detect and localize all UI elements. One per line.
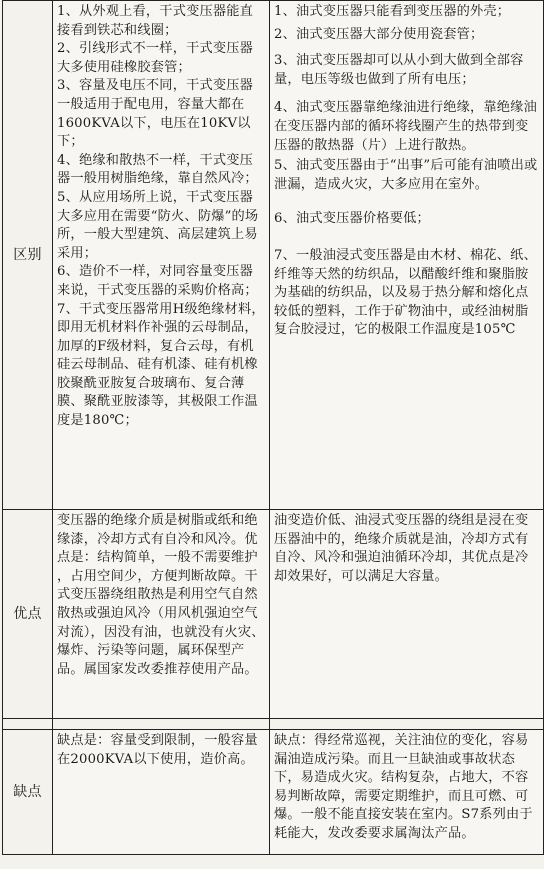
row-label-differences: 区别	[3, 1, 53, 510]
oil-advantages-cell: 油变造价低、油浸式变压器的绕组是浸在变压器油中的，绝缘介质就是油，冷却方式有自冷、风冷和强迫油循环冷却，其优点是冷却效果好，可以满足大容量。	[270, 510, 544, 719]
dry-point-5: 5、从应用场所上说，干式变压器大多应用在需要“防火、防爆”的场所，一般大型建筑、高层建筑上易采用；	[57, 189, 259, 261]
dry-point-7: 7、干式变压器常用H级绝缘材料，即用无机材料作补强的云母制品，加厚的F级材料，复合云母，有机硅云母制品、硅有机漆、硅有机橡胶聚酰亚胺复合玻璃布、复合薄膜、聚酰亚胺漆等，其极限工作温度是180℃；	[57, 301, 265, 429]
row-label-advantages: 优点	[3, 510, 53, 719]
comparison-table	[2, 0, 544, 855]
dry-differences-cell	[53, 1, 270, 510]
table-row-advantages	[3, 510, 544, 719]
dry-point-6: 6、造价不一样，对同容量变压器来说，干式变压器的采购价格高；	[57, 264, 258, 298]
oil-point-6: 6、油式变压器价格要低；	[274, 211, 430, 227]
table-row-disadvantages	[3, 730, 544, 855]
oil-point-3: 3、油式变压器却可以从小到大做到全部容量，电压等级也做到了所有电压；	[274, 53, 524, 87]
oil-point-5: 5、油式变压器由于“出事”后可能有油喷出或泄漏，造成火灾，大多应用在室外。	[274, 158, 538, 192]
dry-point-1: 1、从外观上看，干式变压器能直接看到铁芯和线圈；	[57, 4, 254, 38]
row-label-disadvantages: 缺点	[3, 730, 53, 855]
dry-advantages-cell: 变压器的绝缘介质是树脂或纸和绝缘漆，冷却方式有自冷和风冷。优点是：结构简单，一般不需要维护 ，占用空间少，方便判断故障。干式变压器绕组散热是利用空气自然散热或强迫风冷（用风机强迫空气对流），因没有油，也就没有火灾、爆炸、污染等问题，属环保型产品。属国家发改委推荐使用产品。	[53, 510, 270, 719]
dry-disadvantages-cell: 缺点是：容量受到限制，一般容量在2000KVA以下使用，造价高。	[53, 730, 270, 855]
table-row-differences	[3, 1, 544, 510]
oil-differences-cell	[270, 1, 544, 510]
oil-disadvantages-cell: 缺点：得经常巡视，关注油位的变化，容易漏油造成污染。而且一旦缺油或事故状态下，易造成火灾。结构复杂，占地大，不容易判断故障，需要定期维护，而且可燃、可爆。一般不能直接安装在室内。S7系列由于耗能大，发改委要求属淘汰产品。	[270, 730, 544, 855]
dry-point-4: 4、绝缘和散热不一样，干式变压器一般用树脂绝缘，靠自然风冷；	[57, 152, 258, 187]
oil-point-1: 1、油式变压器只能看到变压器的外壳；	[274, 4, 511, 19]
table-row-spacer	[3, 719, 544, 730]
oil-point-2: 2、油式变压器大部分使用瓷套管；	[274, 26, 484, 42]
oil-point-4: 4、油式变压器靠绝缘油进行绝缘，靠绝缘油在变压器内部的循环将线圈产生的热带到变压器的散热器（片）上进行散热。	[274, 100, 537, 153]
dry-point-2: 2、引线形式不一样，干式变压器大多使用硅橡胶套管；	[57, 41, 254, 75]
oil-point-7: 7、一般油浸式变压器是由木材、棉花、纸、纤维等天然的纺织品，以醋酸纤维和聚脂胺为基础的纺织品，以及易于热分解和熔化点较低的塑料，工作于矿物油中，或经油树脂复合胶浸过，它的极限工作温度是105℃	[274, 247, 537, 338]
dry-point-3: 3、容量及电压不同，干式变压器一般适用于配电用，容量大都在1600KVA以下，电压在10KV以下；	[57, 78, 254, 150]
